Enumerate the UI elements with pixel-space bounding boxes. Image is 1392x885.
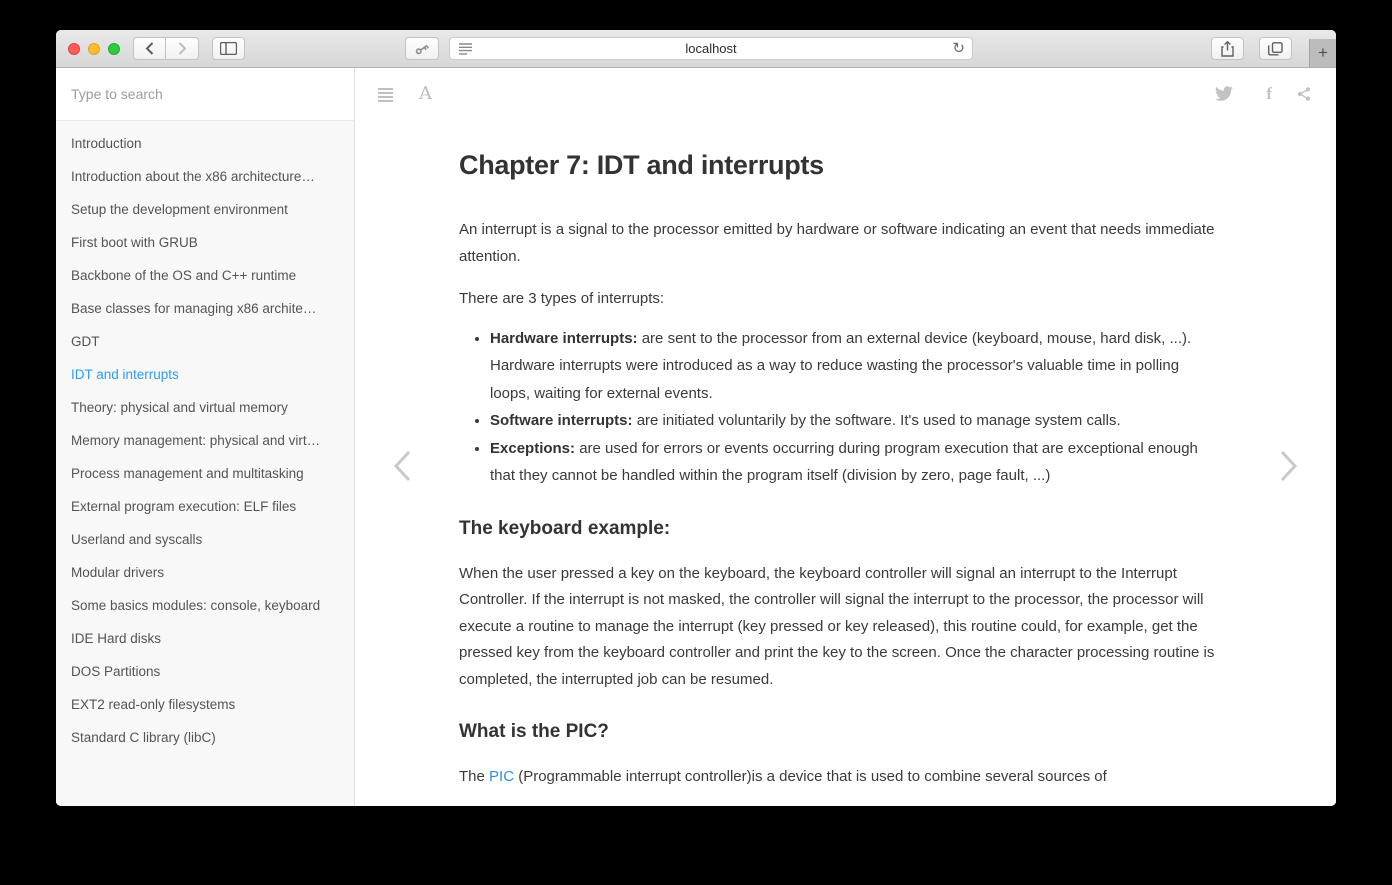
chapter-title: Chapter 7: IDT and interrupts bbox=[459, 150, 824, 180]
tabs-icon bbox=[1268, 42, 1283, 56]
sidebar-item[interactable]: Userland and syscalls bbox=[71, 532, 203, 547]
sidebar-item[interactable]: Some basics modules: console, keyboard bbox=[71, 598, 321, 613]
titlebar-right-buttons bbox=[1211, 37, 1292, 60]
list-item: • Exceptions: are used for errors or events occurring during program execution that are exceptional enough that they cannot be handled within the program itself (division by zero, page fault, ...) bbox=[490, 435, 1221, 490]
sidebar-item[interactable]: Standard C library (libC) bbox=[71, 730, 216, 745]
sidebar-item[interactable]: DOS Partitions bbox=[71, 664, 161, 679]
zoom-button[interactable] bbox=[108, 43, 120, 55]
search-input[interactable] bbox=[56, 68, 354, 120]
twitter-icon[interactable] bbox=[1215, 86, 1233, 101]
sidebar-toc bbox=[56, 120, 354, 806]
keyboard-heading: The keyboard example: bbox=[459, 517, 671, 539]
address-bar[interactable] bbox=[449, 37, 973, 60]
tab-overview-button[interactable] bbox=[1259, 37, 1292, 60]
facebook-icon[interactable]: f bbox=[1266, 84, 1272, 103]
sidebar-item[interactable]: GDT bbox=[71, 334, 100, 349]
sidebar-item[interactable]: External program execution: ELF files bbox=[71, 499, 297, 514]
chevron-left-icon bbox=[145, 42, 154, 55]
sidebar-item[interactable]: IDE Hard disks bbox=[71, 631, 162, 646]
pic-paragraph: The PIC (Programmable interrupt controller)is a device that is used to combine several sources of bbox=[459, 768, 1107, 785]
new-tab-button[interactable] bbox=[1309, 39, 1336, 67]
reader-icon[interactable] bbox=[459, 43, 472, 55]
chapter-article bbox=[459, 150, 1221, 791]
pic-heading: What is the PIC? bbox=[459, 721, 609, 742]
plus-icon: + bbox=[1318, 43, 1328, 62]
share-alt-icon[interactable] bbox=[1296, 86, 1312, 102]
sidebar-item[interactable]: Process management and multitasking bbox=[71, 466, 304, 481]
sidebar-item[interactable]: Backbone of the OS and C++ runtime bbox=[71, 268, 297, 283]
font-settings-icon[interactable]: A bbox=[419, 83, 432, 104]
next-chapter-button[interactable] bbox=[1279, 450, 1298, 482]
back-button[interactable] bbox=[133, 37, 166, 60]
password-extension-button[interactable] bbox=[405, 37, 439, 60]
pic-link[interactable]: PIC bbox=[489, 768, 515, 785]
prev-chapter-button[interactable] bbox=[393, 450, 412, 482]
list-item: • Software interrupts: are initiated voluntarily by the software. It's used to manage system calls. bbox=[490, 407, 1221, 435]
sidebar-item[interactable]: Base classes for managing x86 archite… bbox=[71, 301, 317, 316]
sidebar-item[interactable]: Introduction about the x86 architecture… bbox=[71, 169, 315, 184]
sidebar-item[interactable]: Memory management: physical and virt… bbox=[71, 433, 321, 448]
sidebar-toggle-button[interactable] bbox=[212, 37, 245, 60]
sidebar-item[interactable]: Setup the development environment bbox=[71, 202, 288, 217]
sidebar-item[interactable]: EXT2 read-only filesystems bbox=[71, 697, 236, 712]
toc-toggle-icon[interactable] bbox=[378, 88, 393, 104]
book-sidebar bbox=[56, 68, 355, 806]
key-icon bbox=[414, 41, 430, 57]
interrupt-types-list bbox=[490, 325, 1221, 490]
browser-titlebar bbox=[56, 30, 1336, 68]
sidebar-item[interactable]: Modular drivers bbox=[71, 565, 165, 580]
search-wrap bbox=[56, 68, 354, 120]
intro-paragraph: An interrupt is a signal to the processor emitted by hardware or software indicating an event that needs immediate attention. bbox=[459, 221, 1215, 265]
url-text: localhost bbox=[685, 41, 737, 56]
forward-button[interactable] bbox=[166, 37, 199, 60]
keyboard-paragraph: When the user pressed a key on the keyboard, the keyboard controller will signal an interrupt to the Interrupt Controller. If the interrupt is not masked, the controller will signal the interrupt to the processor, the processor will execute a routine to manage the interrupt (key pressed or key released), this routine could, for example, get the pressed key from the keyboard controller and print the key to the screen. Once the character processing routine is completed, the interrupted job can be resumed. bbox=[459, 564, 1215, 688]
browser-window bbox=[56, 30, 1336, 806]
history-nav bbox=[133, 37, 199, 60]
sidebar-item[interactable]: Theory: physical and virtual memory bbox=[71, 400, 288, 415]
sidebar-item[interactable]: Introduction bbox=[71, 136, 142, 151]
book-content bbox=[355, 68, 1336, 806]
content-header bbox=[355, 68, 1336, 120]
list-item: • Hardware interrupts: are sent to the processor from an external device (keyboard, mouse, hard disk, ...). Hardware interrupts were introduced as a way to reduce wasting the processor's valuable time in polling loops, waiting for external events. bbox=[490, 325, 1221, 408]
reload-icon[interactable]: ↻ bbox=[952, 40, 965, 57]
chevron-right-icon bbox=[178, 42, 187, 55]
minimize-button[interactable] bbox=[88, 43, 100, 55]
share-button[interactable] bbox=[1211, 37, 1244, 60]
close-button[interactable] bbox=[68, 43, 80, 55]
share-icon bbox=[1221, 41, 1234, 57]
sidebar-item[interactable]: IDT and interrupts bbox=[71, 367, 179, 382]
sidebar-icon bbox=[220, 42, 237, 55]
main-area bbox=[56, 68, 1336, 806]
window-controls bbox=[68, 43, 120, 55]
sidebar-item[interactable]: First boot with GRUB bbox=[71, 235, 198, 250]
types-paragraph: There are 3 types of interrupts: bbox=[459, 290, 665, 307]
